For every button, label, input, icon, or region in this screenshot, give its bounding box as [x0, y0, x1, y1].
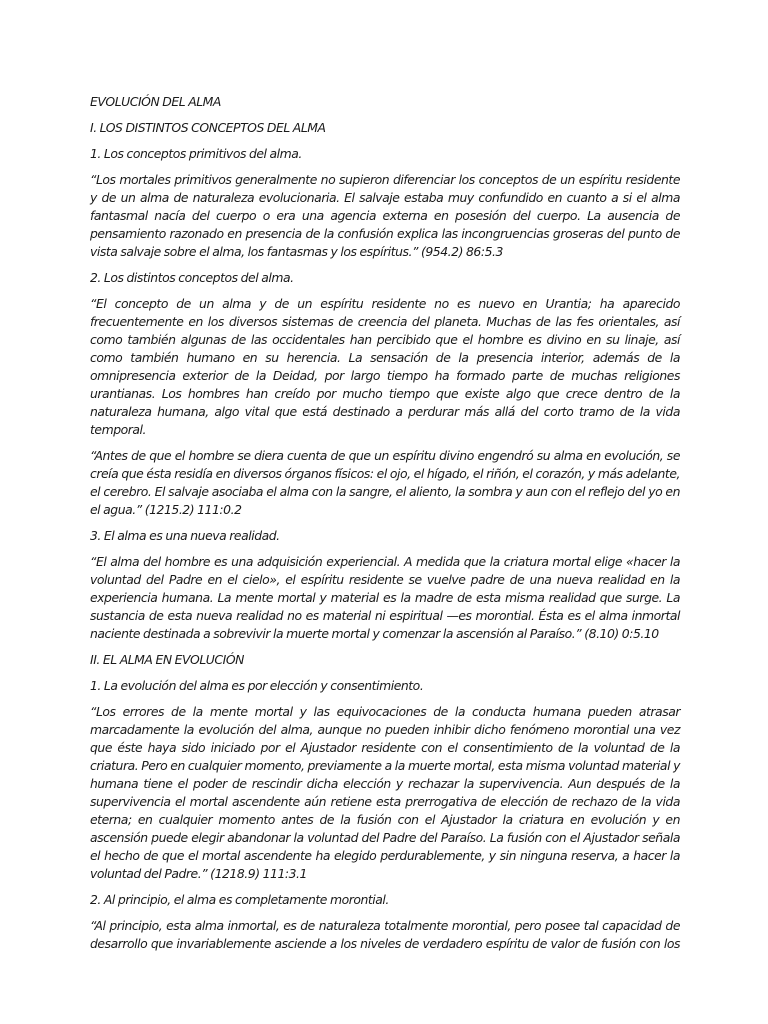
section-heading-2: II. EL ALMA EN EVOLUCIÓN — [90, 652, 244, 667]
document-title: EVOLUCIÓN DEL ALMA — [90, 94, 221, 109]
paragraph-3: “Antes de que el hombre se diera cuenta de que un espíritu divino engendró su alma en evolución, se creía que ésta residía en diversos órganos físicos: el ojo, el hígado, el riñón, el corazón, y más adelante, el cerebro. El salvaje asociaba el alma con la sangre, el aliento, la sombra y aun con el reflejo del yo en el agua.” (1215.2) 111:0.2 — [90, 448, 680, 517]
document-page — [90, 93, 680, 961]
section-heading-1: I. LOS DISTINTOS CONCEPTOS DEL ALMA — [90, 120, 326, 135]
subsection-heading-1: 1. Los conceptos primitivos del alma. — [90, 146, 302, 161]
paragraph-2: “El concepto de un alma y de un espíritu residente no es nuevo en Urantia; ha aparecido frecuentemente en los diversos sistemas de creencia del planeta. Muchas de las fes orientales, así como también algunas de las occidentales han percibido que el hombre es divino en su linaje, así como también humano en su herencia. La sensación de la presencia interior, además de la omnipresencia exterior de la Deidad, por largo tiempo ha formado parte de muchas religiones urantianas. Los hombres han creído por mucho tiempo que existe algo que crece dentro de la naturaleza humana, algo vital que está destinado a perdurar más allá del corto tramo de la vida temporal. — [90, 296, 680, 437]
paragraph-1: “Los mortales primitivos generalmente no supieron diferenciar los conceptos de un espíritu residente y de un alma de naturaleza evolucionaria. El salvaje estaba muy confundido en cuanto a si el alma fantasmal nacía del cuerpo o era una agencia externa en posesión del cuerpo. La ausencia de pensamiento razonado en presencia de la confusión explica las incongruencias groseras del punto de vista salvaje sobre el alma, los fantasmas y los espíritus.” (954.2) 86:5.3 — [90, 172, 680, 259]
paragraph-6: “Al principio, esta alma inmortal, es de naturaleza totalmente morontial, pero posee tal capacidad de desarrollo que invariablemente asciende a los niveles de verdadero espíritu de valor de fusión con los — [90, 918, 680, 951]
subsection-heading-4: 1. La evolución del alma es por elección y consentimiento. — [90, 678, 424, 693]
paragraph-5: “Los errores de la mente mortal y las equivocaciones de la conducta humana pueden atrasar marcadamente la evolución del alma, aunque no pueden inhibir dicho fenómeno morontial una vez que éste haya sido iniciado por el Ajustador residente con el consentimiento de la voluntad de la criatura. Pero en cualquier momento, previamente a la muerte mortal, esta misma voluntad material y humana tiene el poder de rescindir dicha elección y rechazar la supervivencia. Aun después de la supervivencia el mortal ascendente aún retiene esta prerrogativa de elección de rechazo de la vida eterna; en cualquier momento antes de la fusión con el Ajustador la criatura en evolución y en ascensión puede elegir abandonar la voluntad del Padre del Paraíso. La fusión con el Ajustador señala el hecho de que el mortal ascendente ha elegido perdurablemente, y sin ninguna reserva, a hacer la voluntad del Padre.” (1218.9) 111:3.1 — [90, 704, 680, 881]
subsection-heading-5: 2. Al principio, el alma es completamente morontial. — [90, 892, 389, 907]
subsection-heading-3: 3. El alma es una nueva realidad. — [90, 528, 280, 543]
paragraph-4: “El alma del hombre es una adquisición experiencial. A medida que la criatura mortal elige «hacer la voluntad del Padre en el cielo», el espíritu residente se vuelve padre de una nueva realidad en la experiencia humana. La mente mortal y material es la madre de esta misma realidad que surge. La sustancia de esta nueva realidad no es material ni espiritual —es morontial. Ésta es el alma inmortal naciente destinada a sobrevivir la muerte mortal y comenzar la ascensión al Paraíso.” (8.10) 0:5.10 — [90, 554, 680, 641]
subsection-heading-2: 2. Los distintos conceptos del alma. — [90, 270, 294, 285]
